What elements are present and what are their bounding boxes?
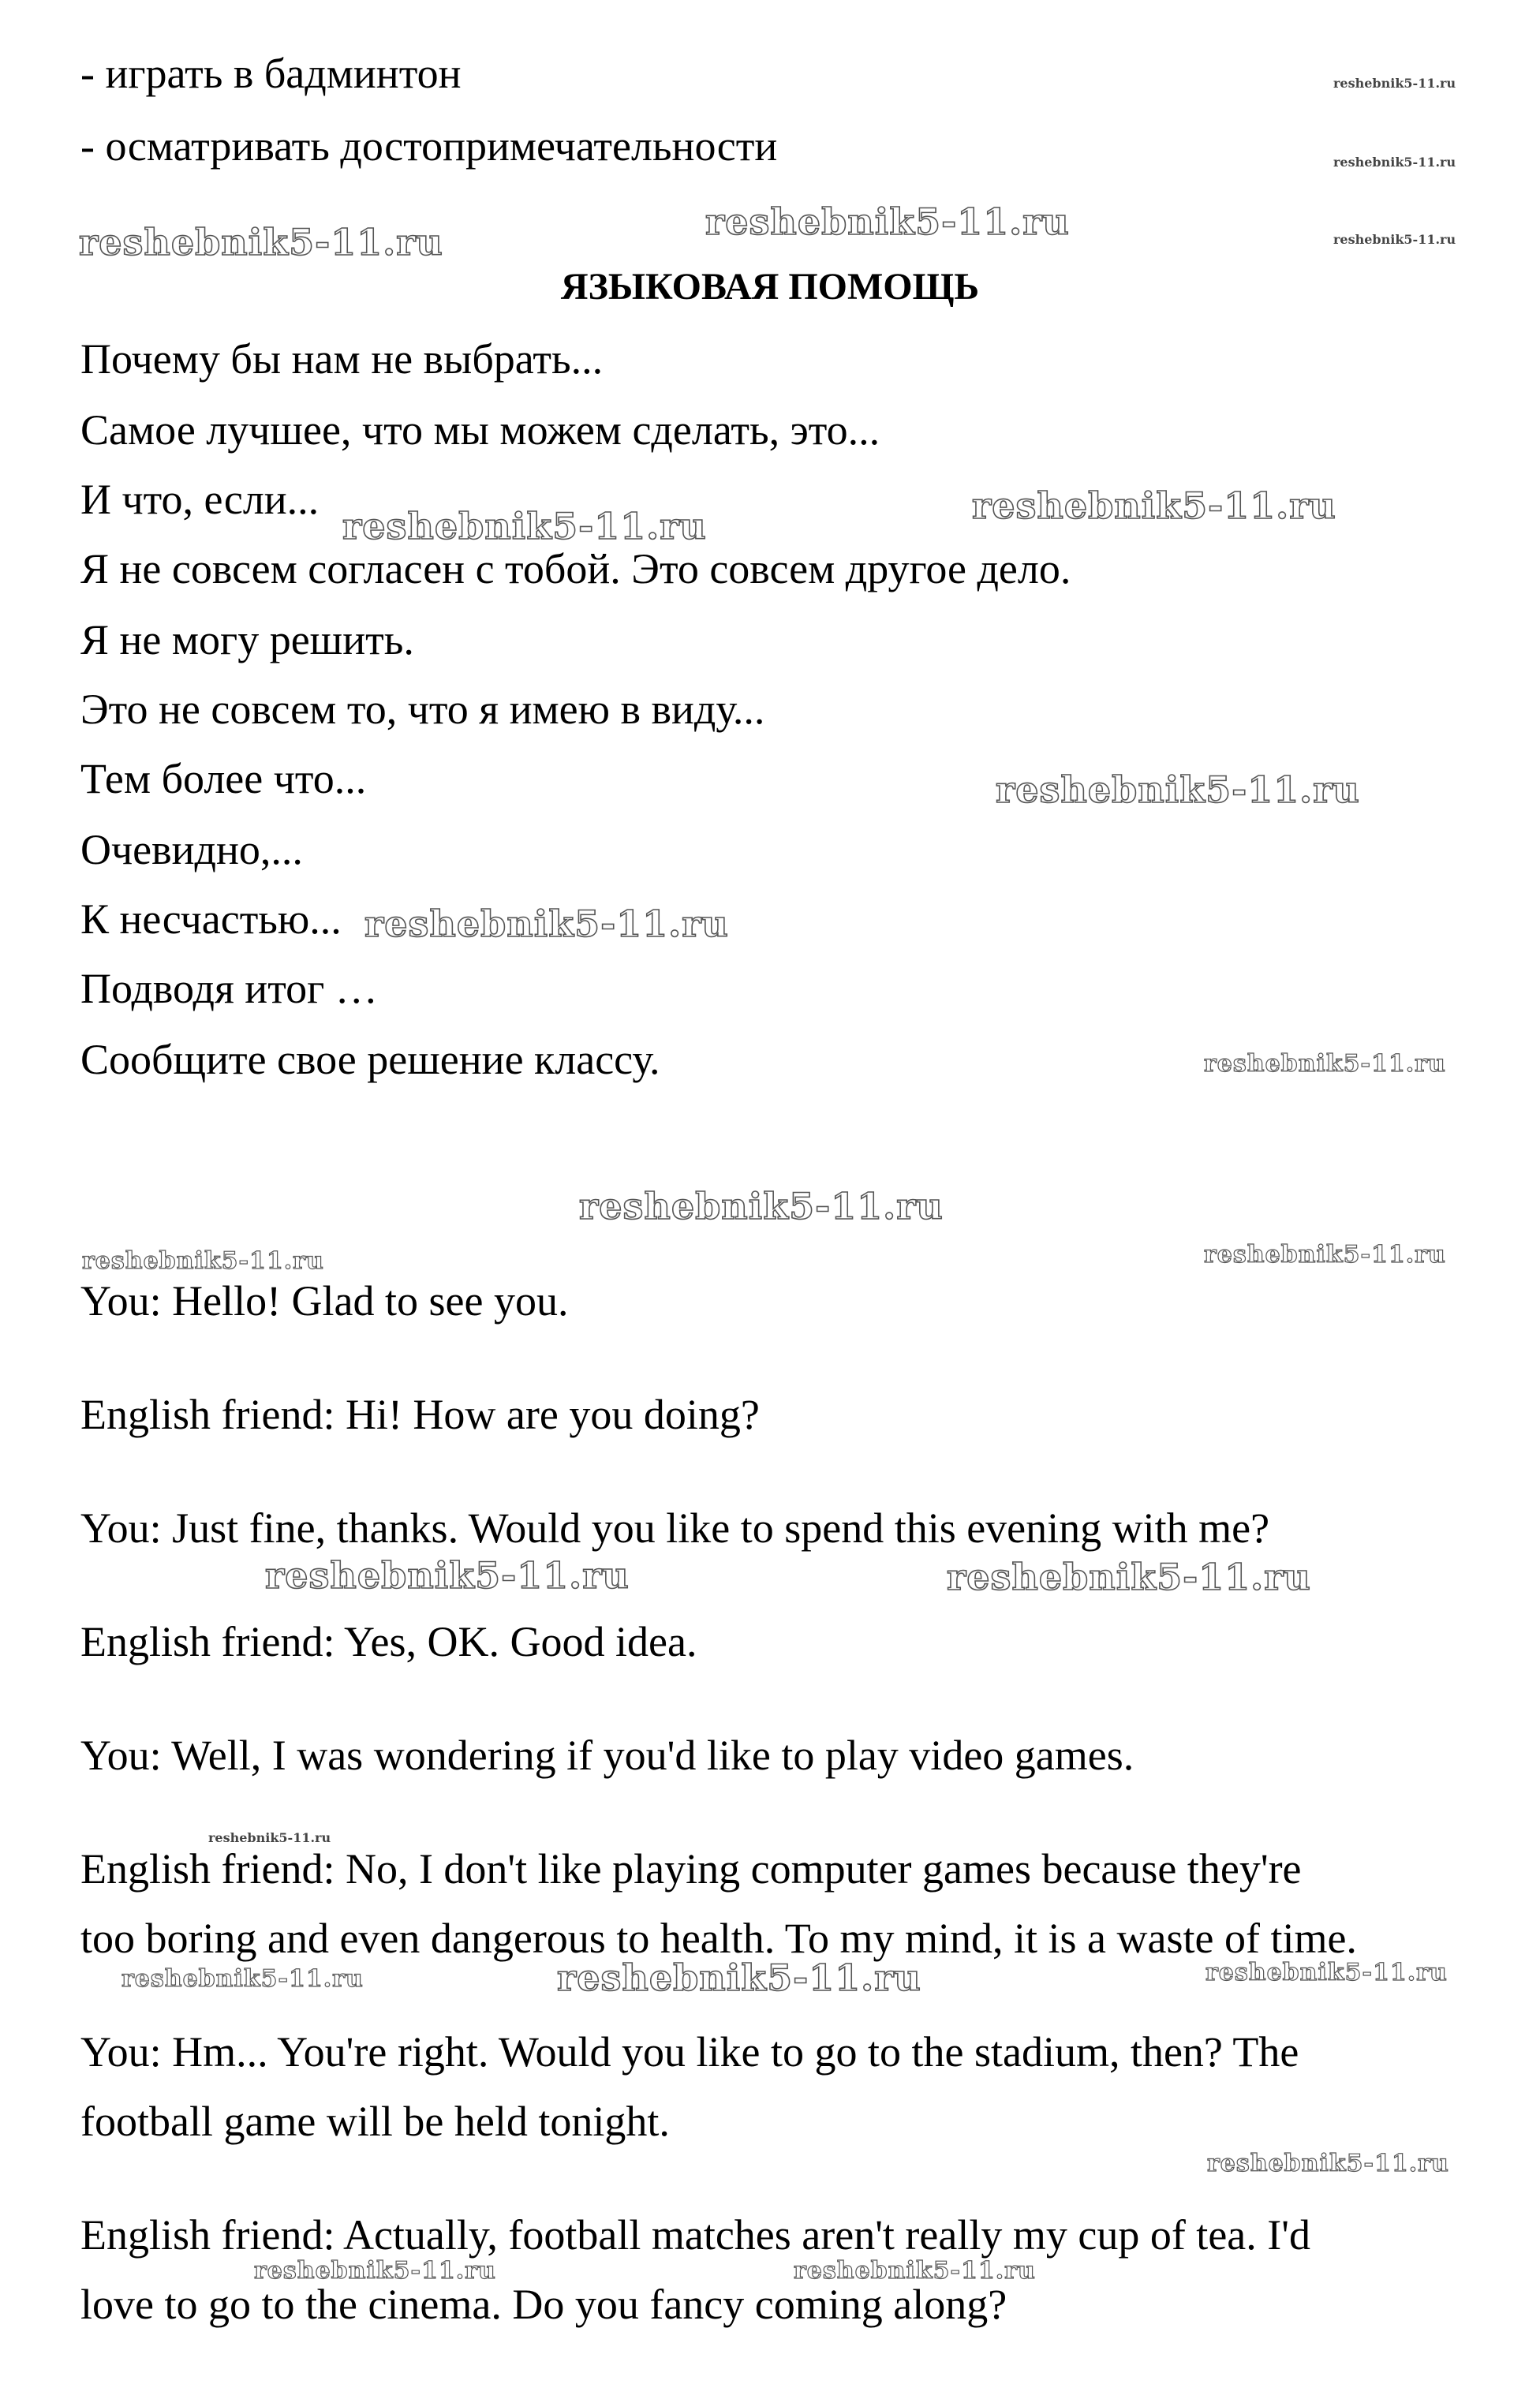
dialogue-line: You: Well, I was wondering if you'd like to play video games.: [80, 1732, 1134, 1779]
phrase-item: Я не могу решить.: [80, 616, 414, 663]
watermark: reshebnik5-11.ru: [121, 1965, 364, 1993]
phrase-item: И что, если...: [80, 476, 320, 523]
dialogue-line: You: Hm... You're right. Would you like to go to the stadium, then? The: [80, 2028, 1299, 2076]
watermark: reshebnik5-11.ru: [254, 2257, 496, 2285]
dialogue-line: love to go to the cinema. Do you fancy coming along?: [80, 2281, 1007, 2328]
watermark: reshebnik5-11.ru: [947, 1556, 1311, 1598]
phrase-item: Я не совсем согласен с тобой. Это совсем другое дело.: [80, 545, 1071, 592]
watermark: reshebnik5-11.ru: [79, 221, 443, 263]
watermark: reshebnik5-11.ru: [996, 768, 1360, 811]
watermark: reshebnik5-11.ru: [1204, 1241, 1446, 1269]
watermark: reshebnik5-11.ru: [364, 902, 729, 945]
phrase-item: Подводя итог …: [80, 965, 378, 1012]
watermark: reshebnik5-11.ru: [1207, 2150, 1449, 2177]
dialogue-line: English friend: Hi! How are you doing?: [80, 1391, 760, 1438]
watermark: reshebnik5-11.ru: [557, 1956, 921, 1999]
watermark: reshebnik5-11.ru: [208, 1830, 331, 1845]
phrase-item: Почему бы нам не выбрать...: [80, 335, 604, 383]
phrase-item: Самое лучшее, что мы можем сделать, это...: [80, 406, 880, 454]
phrase-item: Очевидно,...: [80, 826, 303, 873]
watermark: reshebnik5-11.ru: [1204, 1050, 1446, 1078]
phrase-item: К несчастью...: [80, 895, 342, 943]
watermark: reshebnik5-11.ru: [82, 1247, 324, 1275]
watermark: reshebnik5-11.ru: [705, 200, 1070, 243]
watermark: reshebnik5-11.ru: [794, 2257, 1036, 2285]
phrase-item: Тем более что...: [80, 755, 367, 802]
dialogue-line: too boring and even dangerous to health. To my mind, it is a waste of time.: [80, 1915, 1357, 1962]
dialogue-line: English friend: Actually, football matches aren't really my cup of tea. I'd: [80, 2211, 1310, 2259]
watermark: reshebnik5-11.ru: [1333, 76, 1456, 91]
activity-item: - играть в бадминтон: [80, 50, 462, 97]
phrase-item: Это не совсем то, что я имею в виду...: [80, 686, 765, 733]
activity-item: - осматривать достопримечательности: [80, 122, 778, 170]
watermark: reshebnik5-11.ru: [1333, 155, 1456, 170]
watermark: reshebnik5-11.ru: [579, 1185, 944, 1228]
watermark: reshebnik5-11.ru: [265, 1554, 630, 1597]
dialogue-line: English friend: No, I don't like playing computer games because they're: [80, 1845, 1302, 1893]
watermark: reshebnik5-11.ru: [1333, 232, 1456, 247]
watermark: reshebnik5-11.ru: [1205, 1959, 1448, 1986]
dialogue-line: You: Just fine, thanks. Would you like to spend this evening with me?: [80, 1504, 1270, 1552]
dialogue-line: football game will be held tonight.: [80, 2098, 670, 2145]
watermark: reshebnik5-11.ru: [972, 484, 1336, 527]
phrase-item: Сообщите свое решение классу.: [80, 1036, 660, 1083]
section-heading: ЯЗЫКОВАЯ ПОМОЩЬ: [560, 266, 980, 308]
watermark: reshebnik5-11.ru: [342, 505, 707, 547]
dialogue-line: English friend: Yes, OK. Good idea.: [80, 1618, 697, 1665]
dialogue-line: You: Hello! Glad to see you.: [80, 1277, 569, 1325]
